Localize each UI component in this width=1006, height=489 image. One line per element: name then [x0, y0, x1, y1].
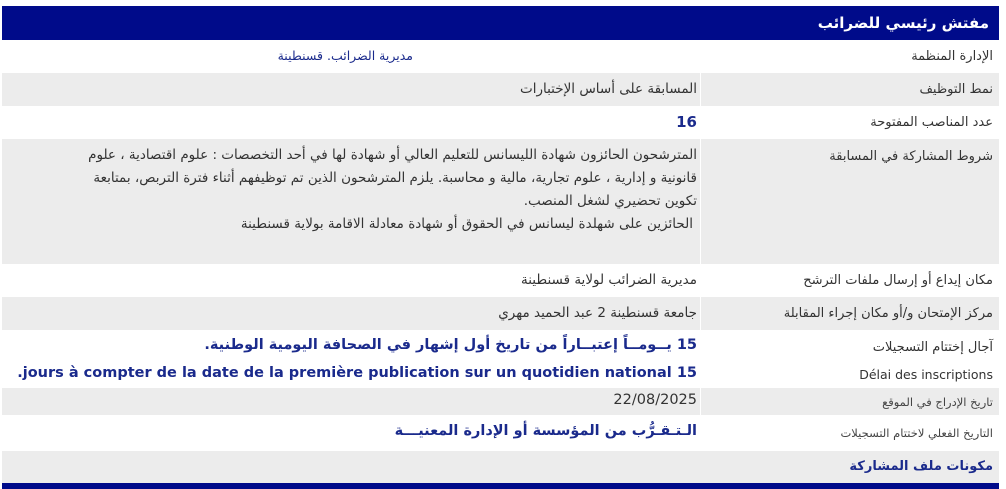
conditions-label: شروط المشاركة في المسابقة: [829, 149, 993, 164]
organization-value: مديرية الضرائب. قسنطينة: [277, 48, 413, 63]
deadline-label-ar: آجال إختتام التسجيلات: [872, 340, 993, 355]
column-divider: [700, 388, 701, 415]
deposit-place-value: مديرية الضرائب لولاية قسنطينة: [521, 272, 697, 288]
row-exam-center: [2, 297, 999, 330]
deadline-value-ar: 15 يــومــاً إعتبــاراً من تاريخ أول إشهار في الصحافة اليومية الوطنية.: [204, 337, 697, 353]
page-title: مفتش رئيسي للضرائب: [2, 6, 999, 40]
column-divider: [700, 73, 701, 106]
file-components-heading: مكونات ملف المشاركة: [849, 459, 993, 474]
column-divider: [700, 139, 701, 264]
exam-center-label: مركز الإمتحان و/أو مكان إجراء المقابلة: [783, 306, 993, 321]
actual-deadline-value: الـتـقـرُّب من المؤسسة أو الإدارة المعنيـــة: [394, 423, 697, 439]
conditions-line: تكوين تحضيري لشغل المنصب.: [523, 193, 697, 209]
organization-label: الإدارة المنظمة: [911, 49, 993, 64]
posting-date-value: 22/08/2025: [613, 392, 697, 408]
actual-deadline-label: التاريخ الفعلي لاختتام التسجيلات: [840, 426, 993, 440]
row-posting-date: [2, 388, 999, 415]
open-positions-label: عدد المناصب المفتوحة: [870, 115, 993, 130]
bottom-bar: [2, 483, 999, 489]
conditions-line: قانونية و إدارية ، علوم تجارية، مالية و محاسبة. يلزم المترشحون الذين تم توظيفهم أثناء فترة التربص، بمتابعة: [93, 170, 697, 186]
left-edge: [0, 0, 2, 489]
posting-date-label: تاريخ الإدراج في الموقع: [882, 395, 993, 409]
deadline-value-fr: 15 jours à compter de la date de la première publication sur un quotidien national.: [17, 365, 697, 381]
row-recruitment-mode: [2, 73, 999, 106]
row-actual-deadline: [2, 415, 999, 451]
exam-center-value: جامعة قسنطينة 2 عبد الحميد مهري: [498, 305, 697, 321]
recruitment-mode-value: المسابقة على أساس الإختبارات: [520, 81, 697, 97]
row-organization: [2, 40, 999, 73]
row-open-positions: [2, 106, 999, 139]
open-positions-value: 16: [676, 113, 697, 131]
row-file-components: [2, 451, 999, 483]
deposit-place-label: مكان إيداع أو إرسال ملفات الترشح: [803, 273, 993, 288]
row-deposit-place: [2, 264, 999, 297]
right-edge: [999, 0, 1006, 489]
conditions-line: الحائزين على شهلدة ليسانس في الحقوق أو شهادة معادلة الاقامة بولاية قسنطينة: [240, 216, 693, 232]
row-conditions: [2, 139, 999, 264]
row-deadline: [2, 330, 999, 388]
conditions-text: [0, 144, 697, 236]
conditions-line: المترشحون الحائزون شهادة الليسانس للتعليم العالي أو شهادة لها في أحد التخصصات : علوم اقتصادية ، علوم: [88, 147, 697, 163]
deadline-label-fr: Délai des inscriptions: [859, 367, 993, 382]
recruitment-mode-label: نمط التوظيف: [919, 82, 993, 97]
column-divider: [700, 297, 701, 330]
